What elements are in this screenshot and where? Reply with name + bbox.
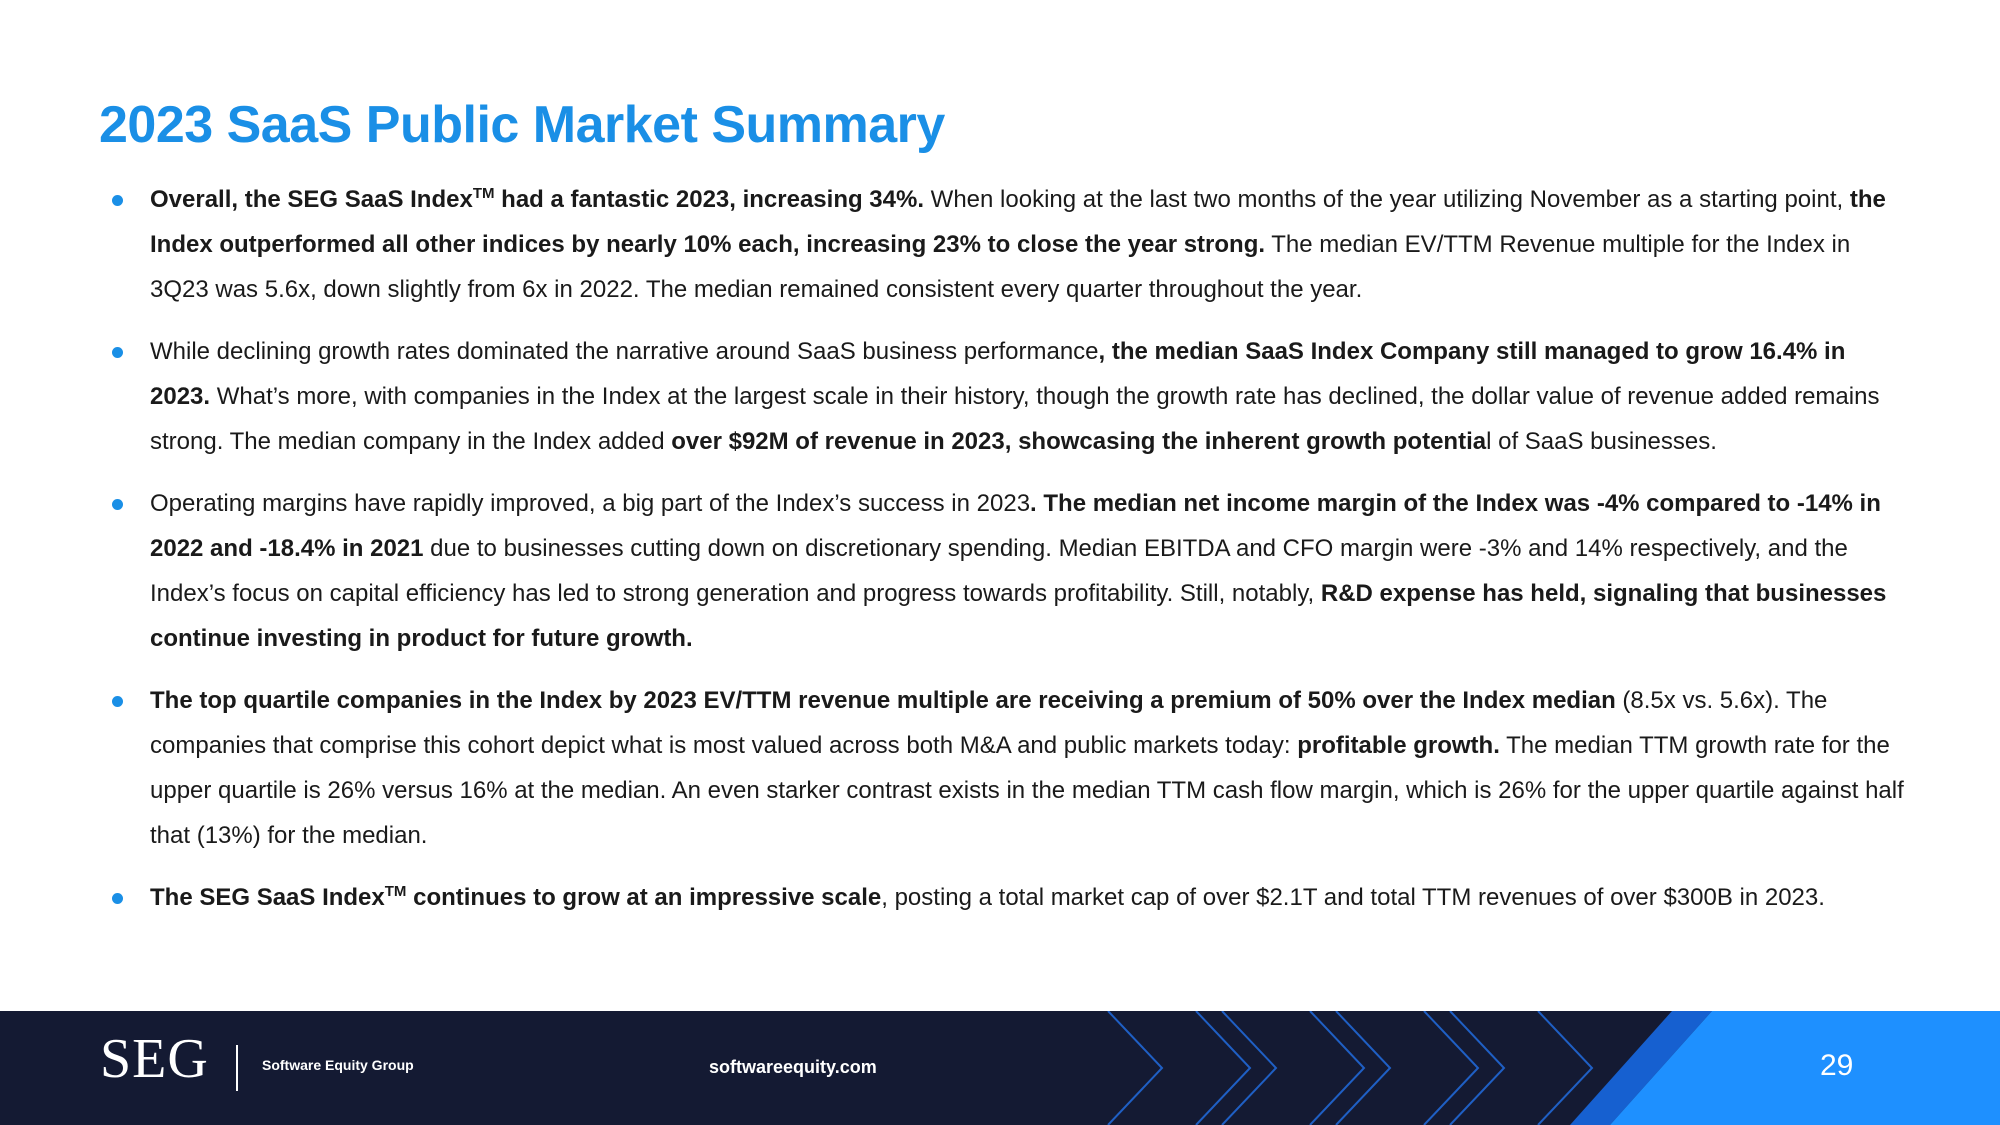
bullet-item (0, 678, 2000, 858)
bold-text-segment: , the median SaaS Index Company still managed to grow 16.4% in 2023. (150, 338, 1846, 410)
seg-logo: SEG (100, 1028, 209, 1090)
bullet-text (150, 884, 1825, 911)
text-segment: What’s more, with companies in the Index at the largest scale in their history, though the growth rate has declined, the dollar value of revenue added remains strong. The median company in the Index added (150, 383, 1880, 455)
bullet-dot-icon (112, 347, 123, 358)
bullet-item (0, 177, 2000, 312)
text-segment: While declining growth rates dominated the narrative around SaaS business performance (150, 338, 1099, 365)
summary-bullet-list (0, 177, 2000, 937)
page-number: 29 (1820, 1049, 1854, 1082)
text-segment: due to businesses cutting down on discretionary spending. Median EBITDA and CFO margin were -3% and 14% respectively, and the Index’s focus on capital efficiency has led to strong generation and progress towards profitability. Still, notably, (150, 535, 1848, 607)
bullet-text (150, 490, 1886, 652)
bullet-text (150, 186, 1886, 303)
text-segment: Operating margins have rapidly improved, a big part of the Index’s success in 2023 (150, 490, 1031, 517)
trademark-superscript: TM (384, 883, 407, 900)
bullet-text (150, 687, 1904, 849)
bold-text-segment: The SEG SaaS Index (150, 884, 385, 911)
bold-text-segment: over $92M of revenue in 2023, showcasing the inherent growth potentia (671, 428, 1487, 455)
bold-text-segment: profitable growth. (1297, 732, 1500, 759)
trademark-superscript: TM (472, 185, 495, 202)
bold-text-segment: continues to grow at an impressive scale (406, 884, 882, 911)
bold-text-segment: R&D expense has held, signaling that businesses continue investing in product for future growth. (150, 580, 1887, 652)
bold-text-segment: the Index outperformed all other indices by nearly 10% each, increasing 23% to close the year strong. (150, 186, 1886, 258)
bullet-dot-icon (112, 195, 123, 206)
bullet-text (150, 338, 1879, 455)
text-segment: The median TTM growth rate for the upper quartile is 26% versus 16% at the median. An even starker contrast exists in the median TTM cash flow margin, which is 26% for the upper quartile against half that (13%) for the median. (150, 732, 1904, 849)
bullet-dot-icon (112, 893, 123, 904)
bold-text-segment: Overall, the SEG SaaS Index (150, 186, 473, 213)
bullet-dot-icon (112, 499, 123, 510)
text-segment: When looking at the last two months of the year utilizing November as a starting point, (924, 186, 1850, 213)
bold-text-segment: The top quartile companies in the Index by 2023 EV/TTM revenue multiple are receiving a premium of 50% over the Index median (150, 687, 1616, 714)
bullet-item (0, 481, 2000, 661)
logo-subtitle: Software Equity Group (262, 1057, 414, 1073)
slide-title: 2023 SaaS Public Market Summary (99, 96, 945, 154)
bold-text-segment: . The median net income margin of the Index was -4% compared to -14% in 2022 and -18.4% in 2021 (150, 490, 1881, 562)
bullet-dot-icon (112, 696, 123, 707)
bullet-item (0, 329, 2000, 464)
bullet-item (0, 875, 2000, 920)
footer-bar (0, 1011, 2000, 1125)
text-segment: l of SaaS businesses. (1486, 428, 1717, 455)
logo-divider (236, 1045, 238, 1091)
website-link[interactable]: softwareequity.com (709, 1057, 877, 1077)
text-segment: The median EV/TTM Revenue multiple for the Index in 3Q23 was 5.6x, down slightly from 6x in 2022. The median remained consistent every quarter throughout the year. (150, 231, 1851, 303)
text-segment: (8.5x vs. 5.6x). The companies that comprise this cohort depict what is most valued across both M&A and public markets today: (150, 687, 1828, 759)
text-segment: , posting a total market cap of over $2.1T and total TTM revenues of over $300B in 2023. (881, 884, 1825, 911)
bold-text-segment: had a fantastic 2023, increasing 34%. (494, 186, 925, 213)
